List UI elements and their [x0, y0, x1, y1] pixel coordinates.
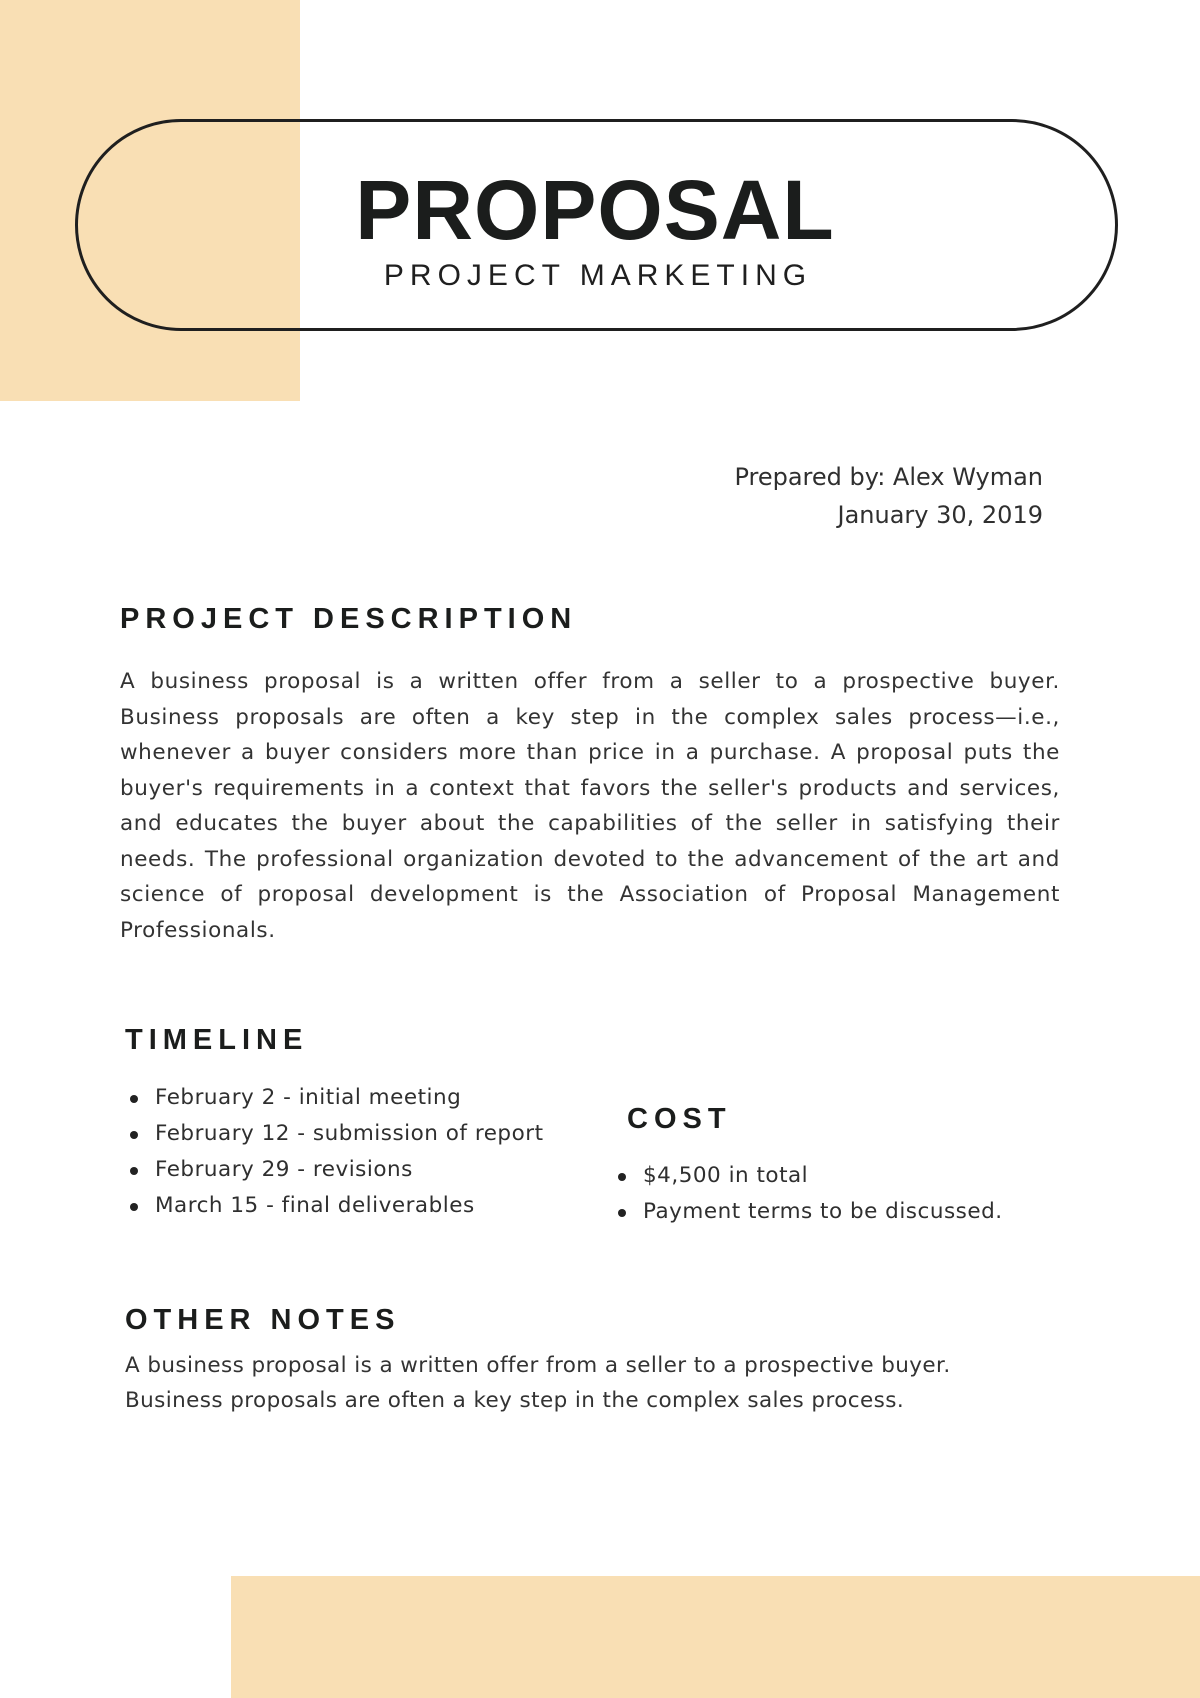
page-title: PROPOSAL: [355, 163, 835, 257]
timeline-item: February 2 - initial meeting: [125, 1080, 544, 1116]
other-notes-text: A business proposal is a written offer from a seller to a prospective buyer. Business proposals are often a key step in the complex sales process.: [125, 1353, 951, 1413]
prepared-date: January 30, 2019: [837, 501, 1043, 529]
prepared-by: Prepared by: Alex Wyman: [734, 463, 1043, 491]
cost-heading: COST: [627, 1103, 732, 1135]
timeline-item: February 29 - revisions: [125, 1152, 544, 1188]
prepared-block: [734, 458, 1043, 534]
project-description-heading: PROJECT DESCRIPTION: [120, 603, 578, 635]
cost-item: Payment terms to be discussed.: [613, 1194, 1003, 1230]
page-subtitle: PROJECT MARKETING: [383, 259, 813, 292]
timeline-list: [125, 1080, 544, 1224]
cost-list: [613, 1158, 1003, 1230]
timeline-heading: TIMELINE: [125, 1024, 309, 1056]
other-notes-heading: OTHER NOTES: [125, 1304, 401, 1336]
project-description-text: A business proposal is a written offer from a seller to a prospective buyer. Business proposals are often a key step in the complex sales process—i.e., whenever a buyer considers more than price in a purchase. A proposal puts the buyer's requirements in a context that favors the seller's products and services, and educates the buyer about the capabilities of the seller in satisfying their needs. The professional organization devoted to the advancement of the art and science of proposal development is the Association of Proposal Management Professionals.: [120, 669, 1060, 943]
timeline-item: February 12 - submission of report: [125, 1116, 544, 1152]
accent-block-bottom: [231, 1576, 1200, 1698]
cost-item: $4,500 in total: [613, 1158, 1003, 1194]
timeline-item: March 15 - final deliverables: [125, 1188, 544, 1224]
